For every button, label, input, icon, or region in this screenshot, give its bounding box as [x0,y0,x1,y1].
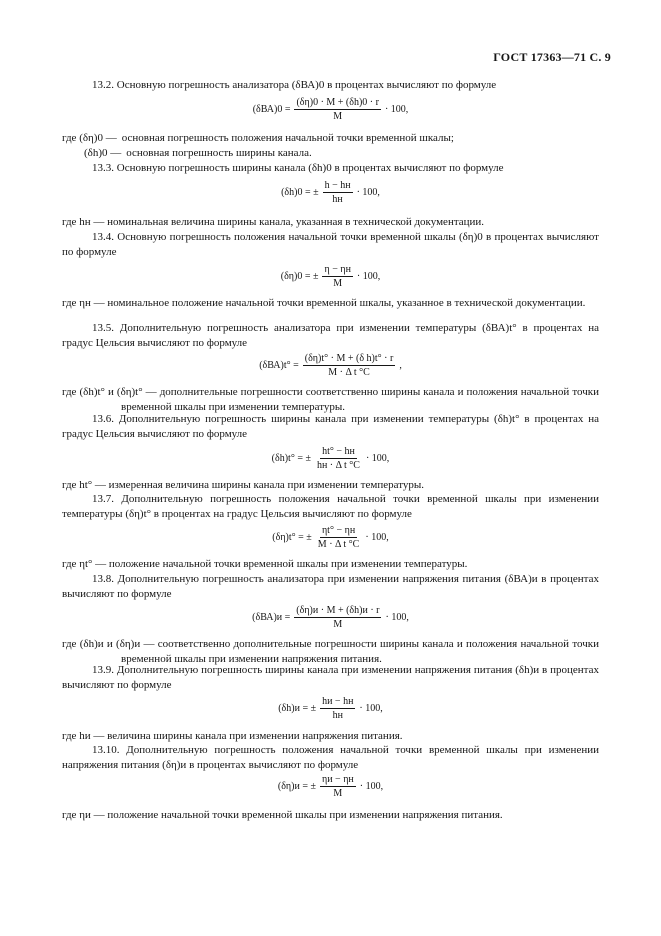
definition-eta-0 [62,131,599,146]
formula-rhs: · 100, [359,781,384,792]
formula-rhs: · 100, [356,187,380,198]
formula-13-8 [0,605,661,630]
formula-denominator: hн [332,194,343,205]
definition-eta-t: где ηt° — положение начальной точки временной шкалы при изменении температуры. [62,558,468,570]
formula-rhs: · 100, [359,703,383,714]
formula-13-4 [0,264,661,289]
formula-13-7 [0,525,661,550]
definition-text: основная погрешность ширины канала. [126,147,312,159]
formula-lhs: (δη)и = ± [277,781,316,792]
formula-denominator: M [333,111,343,122]
definition-h-t: где ht° — измеренная величина ширины канала при изменении температуры. [62,479,425,491]
formula-13-10 [0,774,661,799]
formula-numerator: (δη)и · M + (δh)и · r [296,605,380,616]
clause-13-4: 13.4. Основную погрешность положения начальной точки временной шкалы (δη)0 в процентах вычисляют по формуле [62,231,599,258]
formula-lhs: (δh)t° = ± [271,453,311,464]
definition-eta-n: где ηн — номинальное положение начальной точки временной шкалы, указанное в технической документации. [62,297,586,309]
formula-denominator: M [333,619,343,630]
clause-13-8: 13.8. Дополнительную погрешность анализатора при изменении напряжения питания (δВА)и в процентах вычисляют по формуле [62,573,599,600]
formula-denominator: M [333,278,343,289]
formula-numerator: hи − hн [322,696,354,707]
formula-denominator: M · Δ t °C [317,539,360,550]
formula-lhs: (δh)0 = ± [281,187,319,198]
clause-13-10: 13.10. Дополнительную погрешность положения начальной точки временной шкалы при изменении напряжения питания (δη)и в процентах вычисляют по формуле [62,744,599,771]
formula-rhs: , [399,360,402,371]
formula-numerator: η − ηн [324,264,351,275]
formula-numerator: ηи − ηн [321,774,354,785]
formula-denominator: M · Δ t °C [328,367,370,378]
clause-13-3: 13.3. Основную погрешность ширины канала (δh)0 в процентах вычисляют по формуле [92,162,504,174]
formula-lhs: (δВА)t° = [259,360,299,371]
page-header: ГОСТ 17363—71 С. 9 [493,50,611,64]
clause-13-6: 13.6. Дополнительную погрешность ширины канала при изменении температуры (δh)t° в процентах на градус Цельсия вычисляют по формуле [62,413,599,440]
formula-rhs: · 100, [385,612,409,623]
definition-term: где (δη)0 — [62,132,117,144]
clause-13-2: 13.2. Основную погрешность анализатора (δВА)0 в процентах вычисляют по формуле [92,79,497,91]
formula-13-3 [0,180,661,205]
formula-rhs: · 100, [365,453,390,464]
formula-13-6 [0,446,661,471]
formula-lhs: (δВА)и = [252,612,291,623]
formula-lhs: (δη)t° = ± [272,532,312,543]
formula-lhs: (δh)и = ± [278,703,317,714]
formula-lhs: (δη)0 = ± [280,271,319,282]
definition-13-8: где (δh)и и (δη)и — соответственно дополнительные погрешности ширины канала и положения начальной точки временной шкалы при изменении напряжения питания. [62,638,599,665]
formula-numerator: ηt° − ηн [321,525,356,536]
clause-13-9: 13.9. Дополнительную погрешность ширины канала при изменении напряжения питания (δh)и в процентах вычисляют по формуле [62,664,599,691]
formula-13-5 [0,353,661,378]
formula-denominator: hн · Δ t °C [316,460,360,471]
definition-h-n: где hн — номинальная величина ширины канала, указанная в технической документации. [62,216,485,228]
definition-h-i: где hи — величина ширины канала при изменении напряжения питания. [62,730,403,742]
formula-13-9 [0,696,661,721]
definition-eta-i: где ηи — положение начальной точки временной шкалы при изменении напряжения питания. [62,809,503,821]
formula-numerator: h − hн [324,180,351,191]
formula-denominator: hн [332,710,343,721]
definition-term: (δh)0 — [84,147,122,159]
formula-numerator: ht° − hн [322,446,355,457]
formula-lhs: (δВА)0 = [252,104,291,115]
formula-numerator: (δη)t° · M + (δ h)t° · r [304,353,394,364]
formula-rhs: · 100, [365,532,389,543]
clause-13-5: 13.5. Дополнительную погрешность анализатора при изменении температуры (δВА)t° в процентах на градус Цельсия вычисляют по формуле [62,322,599,349]
formula-13-2 [0,97,661,122]
formula-denominator: M [333,788,343,799]
formula-rhs: · 100, [384,104,409,115]
definition-text: основная погрешность положения начальной точки временной шкалы; [121,132,454,144]
definition-h-0 [84,146,599,161]
clause-13-7: 13.7. Дополнительную погрешность положения начальной точки временной шкалы при изменении температуры (δη)t° в процентах на градус Цельсия вычисляют по формуле [62,493,599,520]
definition-13-5: где (δh)t° и (δη)t° — дополнительные погрешности соответственно ширины канала и положения начальной точки временной шкалы при изменении температуры. [62,386,599,413]
formula-numerator: (δη)0 · M + (δh)0 · r [296,97,379,108]
formula-rhs: · 100, [356,271,381,282]
